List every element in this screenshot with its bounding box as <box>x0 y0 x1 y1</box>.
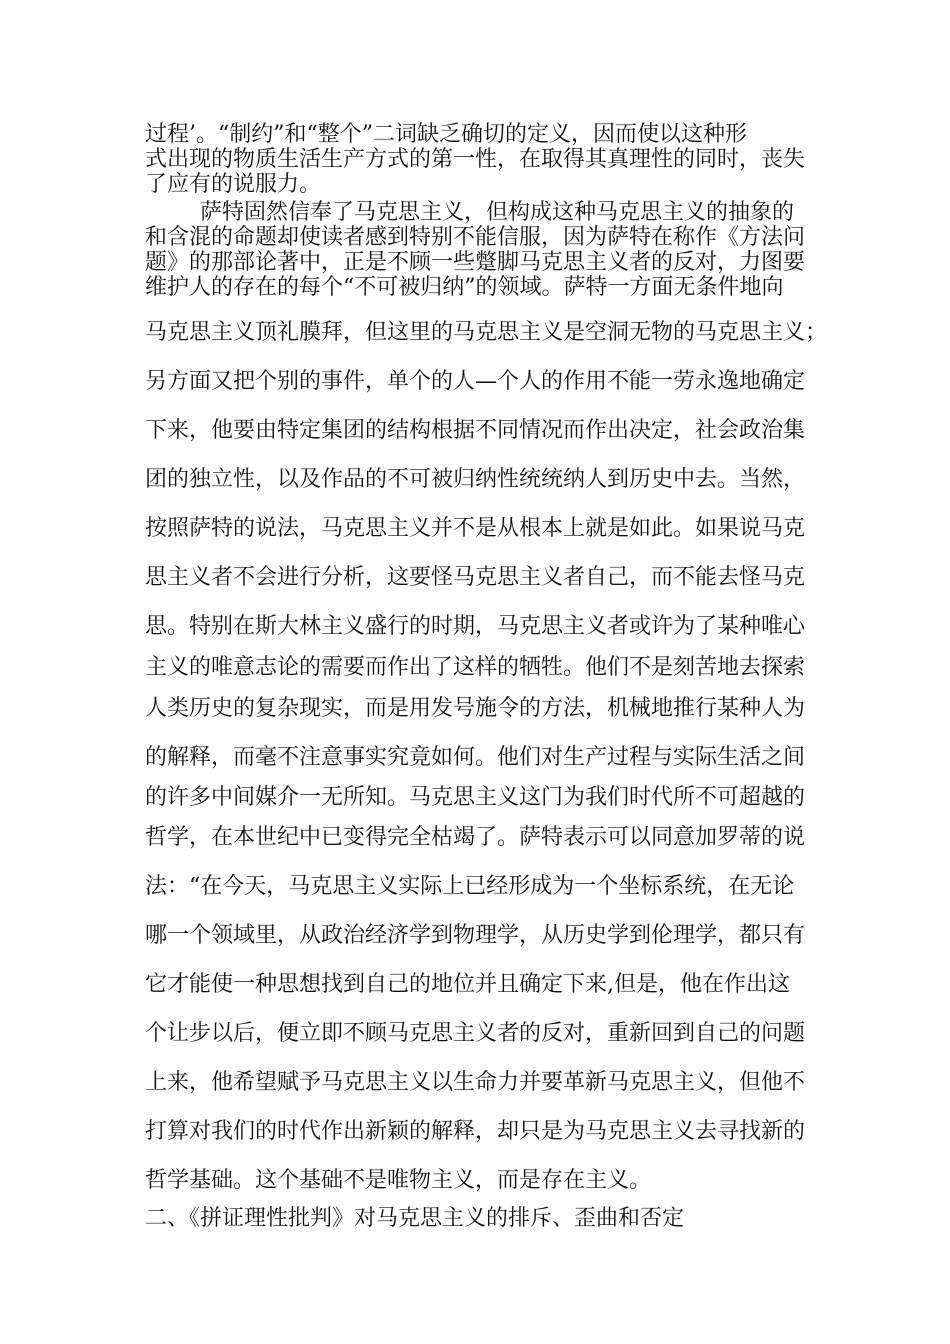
text-line: 维护人的存在的每个“不可被归纳”的领域。萨特一方面无条件地向 <box>145 275 784 300</box>
text-line: 主义的唯意志论的需要而作出了这样的牺牲。他们不是刻苦地去探索 <box>145 655 806 680</box>
text-line: 的解释，而毫不注意事实究竟如何。他们对生产过程与实际生活之间 <box>145 745 806 770</box>
text-line: 思。特别在斯大林主义盛行的时期，马克思主义者或许为了某种唯心 <box>145 614 806 639</box>
section-heading: 二、《拼证理性批判》对马克思主义的排斥、歪曲和否定 <box>145 1206 685 1231</box>
text-line: 马克思主义顶礼膜拜，但这里的马克思主义是空洞无物的马克思主义； <box>145 320 828 345</box>
text-line: 团的独立性，以及作品的不可被归纳性统统纳人到历史中去。当然， <box>145 467 806 492</box>
text-line: 按照萨特的说法，马克思主义并不是从根本上就是如此。如果说马克 <box>145 516 806 541</box>
text-line: 人类历史的复杂现实，而是用发号施令的方法，机械地推行某种人为 <box>145 696 806 721</box>
text-line: 哪一个领域里，从政治经济学到物理学，从历史学到伦理学，都只有 <box>145 923 806 948</box>
text-line: 题》的那部论著中，正是不顾一些蹩脚马克思主义者的反对，力图要 <box>145 250 806 275</box>
text-line: 的许多中间媒介一无所知。马克思主义这门为我们时代所不可超越的 <box>145 785 806 810</box>
text-line: 思主义者不会进行分析，这要怪马克思主义者自己，而不能去怪马克 <box>145 565 806 590</box>
text-line: 哲学，在本世纪中已变得完全枯竭了。萨特表示可以同意加罗蒂的说 <box>145 825 806 850</box>
text-line: 过程’。“制约”和“整个”二词缺乏确切的定义，因而使以这种形 <box>145 122 747 147</box>
paragraph-first-line: 萨特固然信奉了马克思主义，但构成这种马克思主义的抽象的 <box>200 200 795 225</box>
text-line: 法：“在今天，马克思主义实际上已经形成为一个坐标系统，在无论 <box>145 874 795 899</box>
text-line: 了应有的说服力。 <box>145 172 322 197</box>
text-line: 和含混的命题却使读者感到特别不能信服，因为萨特在称作《方法问 <box>145 225 806 250</box>
text-line: 另方面又把个别的事件，单个的人—个人的作用不能一劳永逸地确定 <box>145 369 806 394</box>
text-line: 式出现的物质生活生产方式的第一性，在取得其真理性的同时，丧失 <box>145 147 806 172</box>
text-line: 下来，他要由特定集团的结构根据不同情况而作出决定，社会政治集 <box>145 418 806 443</box>
text-line: 打算对我们的时代作出新颖的解释，却只是为马克思主义去寻找新的 <box>145 1119 806 1144</box>
text-line: 它才能使一种思想找到自己的地位并且确定下来,但是，他在作出这 <box>145 972 790 997</box>
text-line: 个让步以后，便立即不顾马克思主义者的反对，重新回到自己的问题 <box>145 1021 806 1046</box>
text-line: 哲学基础。这个基础不是唯物主义，而是存在主义。 <box>145 1168 652 1193</box>
text-line: 上来，他希望赋予马克思主义以生命力并要革新马克思主义，但他不 <box>145 1070 806 1095</box>
